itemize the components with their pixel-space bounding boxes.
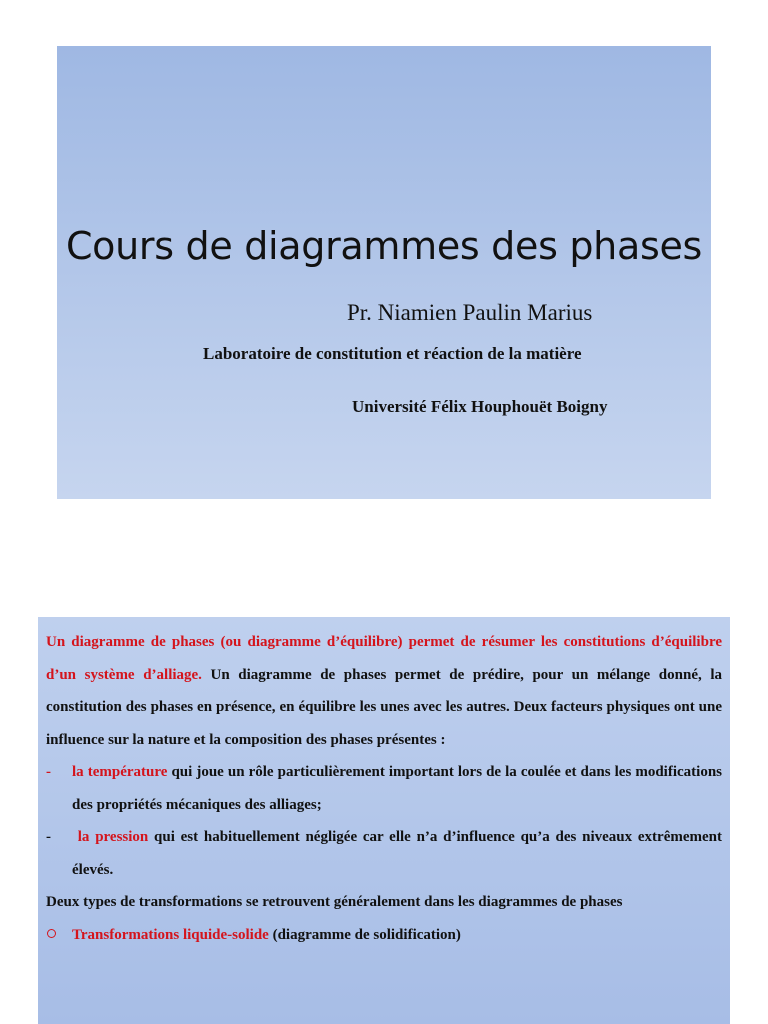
transformation-text: (diagramme de solidification) xyxy=(268,926,461,943)
intro-text: Un diagramme de phases permet de prédire, pour un mélange donné, la constitution des phases en présence, en équilibre les unes avec les autres. Deux facteurs physiques ont une influence sur la nature et la composition des phases présentes : xyxy=(46,666,723,748)
title-slide xyxy=(57,46,711,499)
definition-highlight: Un diagramme de phases (ou diagramme d’équilibre) permet de résumer les constitutions d’équilibre d’un système d’alliage. xyxy=(46,634,722,683)
factor-term: la température xyxy=(72,764,168,780)
types-paragraph: Deux types de transformations se retrouvent généralement dans les diagrammes de phases xyxy=(46,894,623,910)
content-slide xyxy=(38,617,730,1024)
factor-text: qui joue un rôle particulièrement important lors de la coulée et dans les modifications des propriétés mécaniques des alliages; xyxy=(72,764,722,813)
dash-bullet: - xyxy=(46,764,51,780)
slide-title: Cours de diagrammes des phases xyxy=(65,224,703,268)
university-name: Université Félix Houphouët Boigny xyxy=(352,397,608,416)
list-item xyxy=(46,756,722,821)
laboratory-name: Laboratoire de constitution et réaction de la matière xyxy=(203,344,582,363)
intro-paragraph xyxy=(46,626,722,756)
factor-text: qui est habituellement négligée car elle n’a d’influence qu’a des niveaux extrêmement élevés. xyxy=(72,829,722,878)
author-name: Pr. Niamien Paulin Marius xyxy=(347,300,593,325)
list-item xyxy=(46,821,722,886)
dash-bullet: - xyxy=(46,829,51,845)
transformation-term: Transformations liquide-solide xyxy=(72,926,269,943)
list-item xyxy=(46,919,722,952)
circle-bullet-icon xyxy=(47,929,56,938)
factor-term: la pression xyxy=(77,829,149,845)
